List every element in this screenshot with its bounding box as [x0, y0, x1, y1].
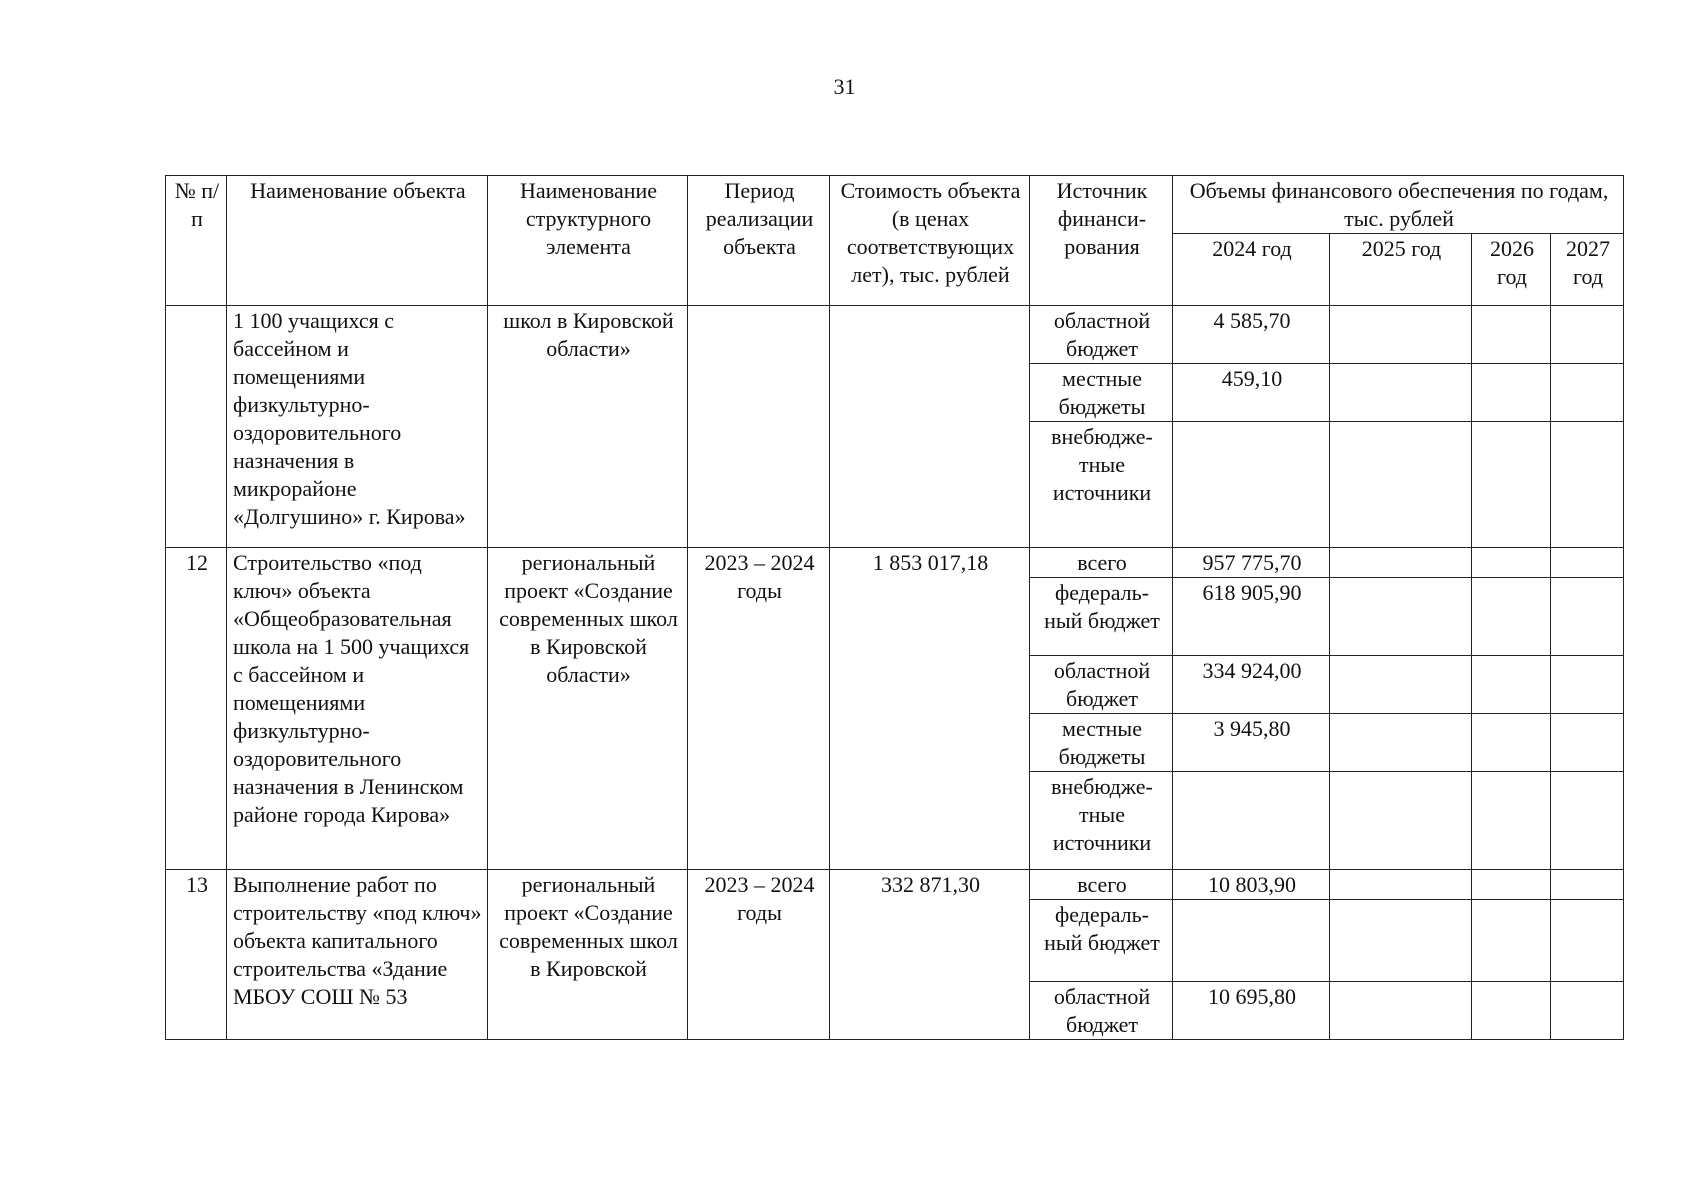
amount-2024: 4 585,70	[1173, 306, 1330, 364]
period: 2023 – 2024 годы	[688, 870, 830, 1040]
header-year-2026: 2026 год	[1472, 234, 1551, 306]
amount-2025	[1330, 548, 1472, 578]
amount-2026	[1472, 548, 1551, 578]
amount-2025	[1330, 364, 1472, 422]
amount-2026	[1472, 656, 1551, 714]
table-row	[166, 870, 1624, 900]
funding-source: областной бюджет	[1030, 656, 1173, 714]
page-number: 31	[833, 74, 856, 99]
structural-element: школ в Кировской области»	[488, 306, 688, 548]
amount-2026	[1472, 900, 1551, 982]
amount-2024	[1173, 422, 1330, 548]
amount-2027	[1551, 306, 1624, 364]
amount-2024: 957 775,70	[1173, 548, 1330, 578]
amount-2027	[1551, 982, 1624, 1040]
amount-2024: 10 803,90	[1173, 870, 1330, 900]
funding-source: федераль-ный бюджет	[1030, 900, 1173, 982]
amount-2024: 459,10	[1173, 364, 1330, 422]
amount-2027	[1551, 548, 1624, 578]
funding-source: местные бюджеты	[1030, 364, 1173, 422]
object-name: 1 100 учащихся с бассейном и помещениями физкультурно-оздоровительного назначения в микрорайоне «Долгушино» г. Кирова»	[227, 306, 488, 548]
header-structural-element: Наименование структурного элемента	[488, 176, 688, 306]
row-number	[166, 306, 227, 548]
header-period: Период реализации объекта	[688, 176, 830, 306]
funding-source: внебюдже-тные источники	[1030, 772, 1173, 870]
amount-2027	[1551, 772, 1624, 870]
amount-2026	[1472, 306, 1551, 364]
amount-2024	[1173, 900, 1330, 982]
funding-source: внебюдже-тные источники	[1030, 422, 1173, 548]
period: 2023 – 2024 годы	[688, 548, 830, 870]
object-name: Выполнение работ по строительству «под ключ» объекта капитального строительства «Здание МБОУ СОШ № 53	[227, 870, 488, 1040]
amount-2025	[1330, 306, 1472, 364]
amount-2025	[1330, 714, 1472, 772]
amount-2027	[1551, 870, 1624, 900]
structural-element: региональный проект «Создание современных школ в Кировской области»	[488, 548, 688, 870]
header-year-2027: 2027 год	[1551, 234, 1624, 306]
amount-2025	[1330, 982, 1472, 1040]
amount-2026	[1472, 578, 1551, 656]
amount-2027	[1551, 364, 1624, 422]
row-number: 13	[166, 870, 227, 1040]
header-source: Источник финанси-рования	[1030, 176, 1173, 306]
amount-2024: 10 695,80	[1173, 982, 1330, 1040]
amount-2026	[1472, 422, 1551, 548]
amount-2026	[1472, 364, 1551, 422]
header-object-name: Наименование объекта	[227, 176, 488, 306]
amount-2027	[1551, 422, 1624, 548]
header-year-2025: 2025 год	[1330, 234, 1472, 306]
table-row	[166, 548, 1624, 578]
amount-2025	[1330, 578, 1472, 656]
period	[688, 306, 830, 548]
funding-source: областной бюджет	[1030, 306, 1173, 364]
financing-table	[165, 175, 1624, 1040]
amount-2024	[1173, 772, 1330, 870]
funding-source: всего	[1030, 548, 1173, 578]
header-volumes: Объемы финансового обеспечения по годам, тыс. рублей	[1173, 176, 1624, 234]
object-cost: 332 871,30	[830, 870, 1030, 1040]
amount-2027	[1551, 900, 1624, 982]
header-cost: Стоимость объекта (в ценах соответствующих лет), тыс. рублей	[830, 176, 1030, 306]
amount-2024: 334 924,00	[1173, 656, 1330, 714]
amount-2027	[1551, 578, 1624, 656]
funding-source: областной бюджет	[1030, 982, 1173, 1040]
funding-source: местные бюджеты	[1030, 714, 1173, 772]
object-cost: 1 853 017,18	[830, 548, 1030, 870]
header-year-2024: 2024 год	[1173, 234, 1330, 306]
amount-2026	[1472, 772, 1551, 870]
table-body	[166, 306, 1624, 1040]
amount-2026	[1472, 982, 1551, 1040]
amount-2025	[1330, 772, 1472, 870]
header-num: № п/п	[166, 176, 227, 306]
amount-2024: 618 905,90	[1173, 578, 1330, 656]
amount-2026	[1472, 870, 1551, 900]
amount-2026	[1472, 714, 1551, 772]
amount-2025	[1330, 870, 1472, 900]
amount-2025	[1330, 656, 1472, 714]
funding-source: всего	[1030, 870, 1173, 900]
row-number: 12	[166, 548, 227, 870]
amount-2025	[1330, 422, 1472, 548]
funding-source: федераль-ный бюджет	[1030, 578, 1173, 656]
amount-2027	[1551, 714, 1624, 772]
table-row	[166, 306, 1624, 364]
amount-2027	[1551, 656, 1624, 714]
structural-element: региональный проект «Создание современных школ в Кировской	[488, 870, 688, 1040]
object-cost	[830, 306, 1030, 548]
amount-2025	[1330, 900, 1472, 982]
object-name: Строительство «под ключ» объекта «Общеобразовательная школа на 1 500 учащихся с бассейном и помещениями физкультурно-оздоровительного назначения в Ленинском районе города Кирова»	[227, 548, 488, 870]
amount-2024: 3 945,80	[1173, 714, 1330, 772]
